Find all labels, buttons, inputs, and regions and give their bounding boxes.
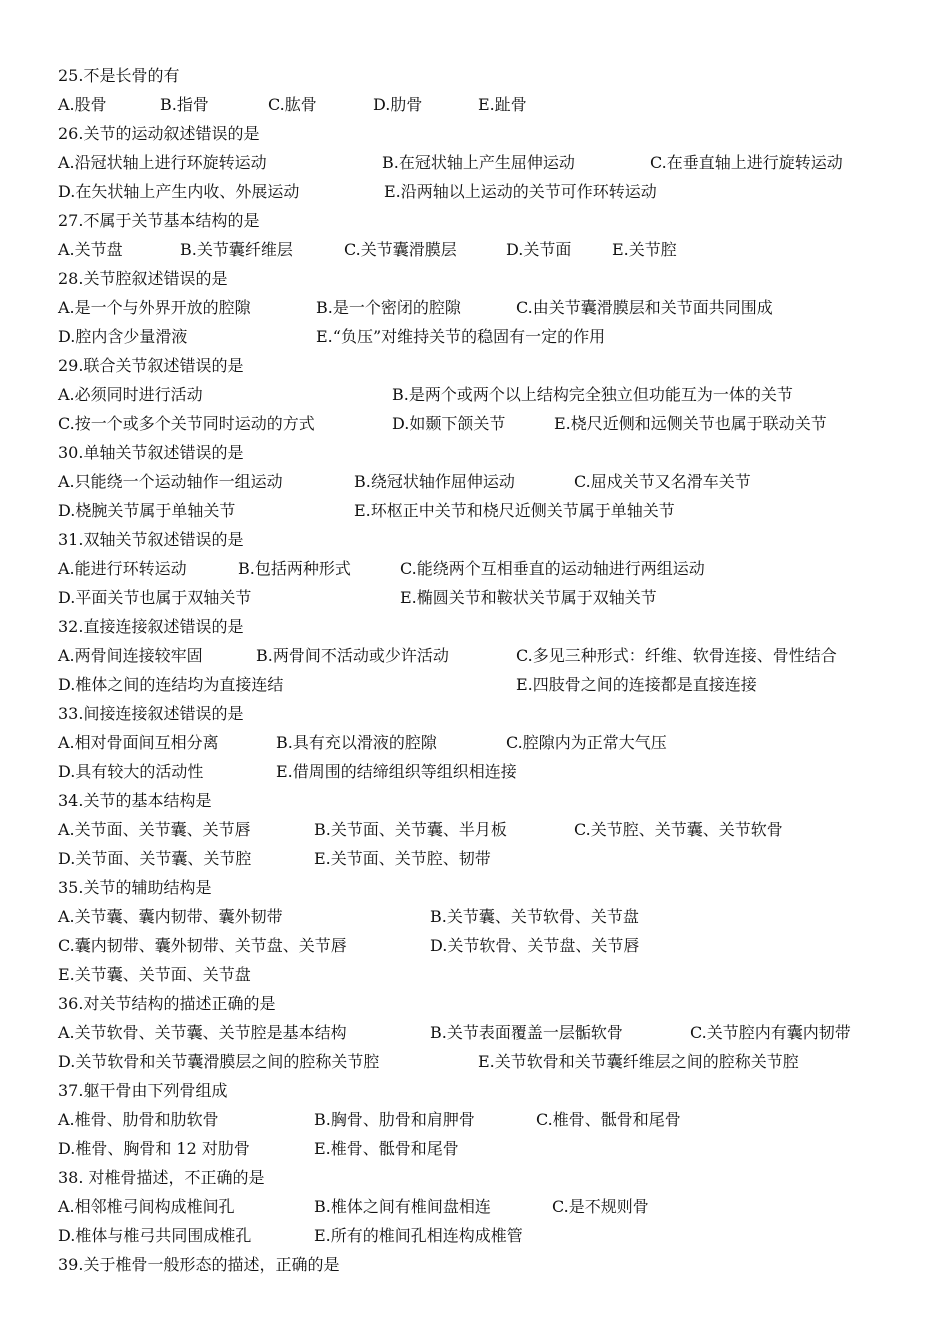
answer-option: D.如颞下颌关节	[392, 414, 506, 433]
option-row	[58, 90, 938, 119]
question-stem: 26.关节的运动叙述错误的是	[58, 124, 260, 143]
answer-option: E.关节囊、关节面、关节盘	[58, 965, 251, 984]
answer-option: C.囊内韧带、囊外韧带、关节盘、关节唇	[58, 936, 347, 955]
answer-option: A.必须同时进行活动	[58, 385, 203, 404]
answer-option: E.关节面、关节腔、韧带	[314, 849, 491, 868]
answer-option: A.沿冠状轴上进行环旋转运动	[58, 153, 267, 172]
answer-option: A.关节面、关节囊、关节唇	[58, 820, 251, 839]
option-row	[58, 902, 938, 931]
option-row	[58, 467, 938, 496]
question-document	[58, 61, 938, 1279]
answer-option: B.指骨	[160, 95, 209, 114]
answer-option: C.是不规则骨	[552, 1197, 649, 1216]
option-row	[58, 1105, 938, 1134]
answer-option: B.在冠状轴上产生屈伸运动	[382, 153, 575, 172]
option-row	[58, 1221, 938, 1250]
answer-option: D.关节软骨、关节盘、关节唇	[430, 936, 640, 955]
question-stem: 28.关节腔叙述错误的是	[58, 269, 228, 288]
answer-option: D.桡腕关节属于单轴关节	[58, 501, 236, 520]
answer-option: D.肋骨	[373, 95, 423, 114]
answer-option: B.两骨间不活动或少许活动	[256, 646, 449, 665]
option-row	[58, 670, 938, 699]
answer-option: C.能绕两个互相垂直的运动轴进行两组运动	[400, 559, 705, 578]
option-row	[58, 583, 938, 612]
answer-option: B.关节表面覆盖一层骺软骨	[430, 1023, 623, 1042]
answer-option: A.两骨间连接较牢固	[58, 646, 203, 665]
answer-option: A.椎骨、肋骨和肋软骨	[58, 1110, 219, 1129]
answer-option: B.是两个或两个以上结构完全独立但功能互为一体的关节	[392, 385, 793, 404]
option-row	[58, 728, 938, 757]
answer-option: B.包括两种形式	[238, 559, 351, 578]
answer-option: C.关节腔内有囊内韧带	[690, 1023, 851, 1042]
option-row	[58, 757, 938, 786]
option-row	[58, 815, 938, 844]
answer-option: C.由关节囊滑膜层和关节面共同围成	[516, 298, 773, 317]
answer-option: E.关节腔	[612, 240, 677, 259]
answer-option: B.椎体之间有椎间盘相连	[314, 1197, 491, 1216]
option-row	[58, 496, 938, 525]
option-row	[58, 1047, 938, 1076]
answer-option: D.在矢状轴上产生内收、外展运动	[58, 182, 300, 201]
question-stem: 35.关节的辅助结构是	[58, 878, 212, 897]
question-stem: 32.直接连接叙述错误的是	[58, 617, 244, 636]
answer-option: A.关节软骨、关节囊、关节腔是基本结构	[58, 1023, 347, 1042]
option-row	[58, 177, 938, 206]
answer-option: C.腔隙内为正常大气压	[506, 733, 667, 752]
answer-option: C.按一个或多个关节同时运动的方式	[58, 414, 315, 433]
answer-option: D.腔内含少量滑液	[58, 327, 188, 346]
answer-option: E.趾骨	[478, 95, 527, 114]
answer-option: A.股骨	[58, 95, 107, 114]
answer-option: E.所有的椎间孔相连构成椎管	[314, 1226, 523, 1245]
answer-option: E.桡尺近侧和远侧关节也属于联动关节	[554, 414, 827, 433]
answer-option: C.屈戍关节又名滑车关节	[574, 472, 751, 491]
question-stem: 33.间接连接叙述错误的是	[58, 704, 244, 723]
answer-option: D.关节面、关节囊、关节腔	[58, 849, 252, 868]
option-row	[58, 409, 938, 438]
answer-option: D.关节面	[506, 240, 572, 259]
question-stem: 25.不是长骨的有	[58, 66, 180, 85]
answer-option: E.椭圆关节和鞍状关节属于双轴关节	[400, 588, 657, 607]
option-row	[58, 380, 938, 409]
answer-option: A.只能绕一个运动轴作一组运动	[58, 472, 283, 491]
answer-option: E.四肢骨之间的连接都是直接连接	[516, 675, 757, 694]
answer-option: A.相对骨面间互相分离	[58, 733, 219, 752]
option-row	[58, 960, 938, 989]
answer-option: C.肱骨	[268, 95, 317, 114]
question-stem: 39.关于椎骨一般形态的描述，正确的是	[58, 1255, 340, 1274]
option-row	[58, 1134, 938, 1163]
option-row	[58, 554, 938, 583]
answer-option: B.关节囊纤维层	[180, 240, 293, 259]
answer-option: A.相邻椎弓间构成椎间孔	[58, 1197, 235, 1216]
answer-option: D.平面关节也属于双轴关节	[58, 588, 252, 607]
option-row	[58, 235, 938, 264]
answer-option: B.关节囊、关节软骨、关节盘	[430, 907, 639, 926]
question-stem: 38. 对椎骨描述，不正确的是	[58, 1168, 265, 1187]
option-row	[58, 1018, 938, 1047]
option-row	[58, 844, 938, 873]
answer-option: C.在垂直轴上进行旋转运动	[650, 153, 843, 172]
question-stem: 36.对关节结构的描述正确的是	[58, 994, 276, 1013]
answer-option: D.椎体与椎弓共同围成椎孔	[58, 1226, 252, 1245]
answer-option: D.椎骨、胸骨和 12 对肋骨	[58, 1139, 250, 1158]
question-stem: 37.躯干骨由下列骨组成	[58, 1081, 228, 1100]
answer-option: D.关节软骨和关节囊滑膜层之间的腔称关节腔	[58, 1052, 380, 1071]
answer-option: C.多见三种形式：纤维、软骨连接、骨性结合	[516, 646, 837, 665]
option-row	[58, 641, 938, 670]
answer-option: B.是一个密闭的腔隙	[316, 298, 461, 317]
answer-option: C.关节囊滑膜层	[344, 240, 457, 259]
answer-option: C.椎骨、骶骨和尾骨	[536, 1110, 681, 1129]
answer-option: E.沿两轴以上运动的关节可作环转运动	[384, 182, 657, 201]
question-stem: 30.单轴关节叙述错误的是	[58, 443, 244, 462]
answer-option: E.椎骨、骶骨和尾骨	[314, 1139, 459, 1158]
answer-option: C.关节腔、关节囊、关节软骨	[574, 820, 783, 839]
answer-option: E.环枢正中关节和桡尺近侧关节属于单轴关节	[354, 501, 675, 520]
answer-option: B.绕冠状轴作屈伸运动	[354, 472, 515, 491]
answer-option: A.关节盘	[58, 240, 123, 259]
answer-option: B.具有充以滑液的腔隙	[276, 733, 437, 752]
option-row	[58, 1192, 938, 1221]
answer-option: E.借周围的结缔组织等组织相连接	[276, 762, 517, 781]
answer-option: D.具有较大的活动性	[58, 762, 204, 781]
question-stem: 34.关节的基本结构是	[58, 791, 212, 810]
option-row	[58, 148, 938, 177]
answer-option: E.关节软骨和关节囊纤维层之间的腔称关节腔	[478, 1052, 799, 1071]
question-stem: 29.联合关节叙述错误的是	[58, 356, 244, 375]
answer-option: B.关节面、关节囊、半月板	[314, 820, 507, 839]
option-row	[58, 931, 938, 960]
answer-option: D.椎体之间的连结均为直接连结	[58, 675, 284, 694]
answer-option: A.是一个与外界开放的腔隙	[58, 298, 251, 317]
answer-option: A.能进行环转运动	[58, 559, 187, 578]
option-row	[58, 322, 938, 351]
answer-option: B.胸骨、肋骨和肩胛骨	[314, 1110, 475, 1129]
option-row	[58, 293, 938, 322]
question-stem: 31.双轴关节叙述错误的是	[58, 530, 244, 549]
answer-option: A.关节囊、囊内韧带、囊外韧带	[58, 907, 283, 926]
question-stem: 27.不属于关节基本结构的是	[58, 211, 260, 230]
answer-option: E.“负压”对维持关节的稳固有一定的作用	[316, 327, 606, 346]
